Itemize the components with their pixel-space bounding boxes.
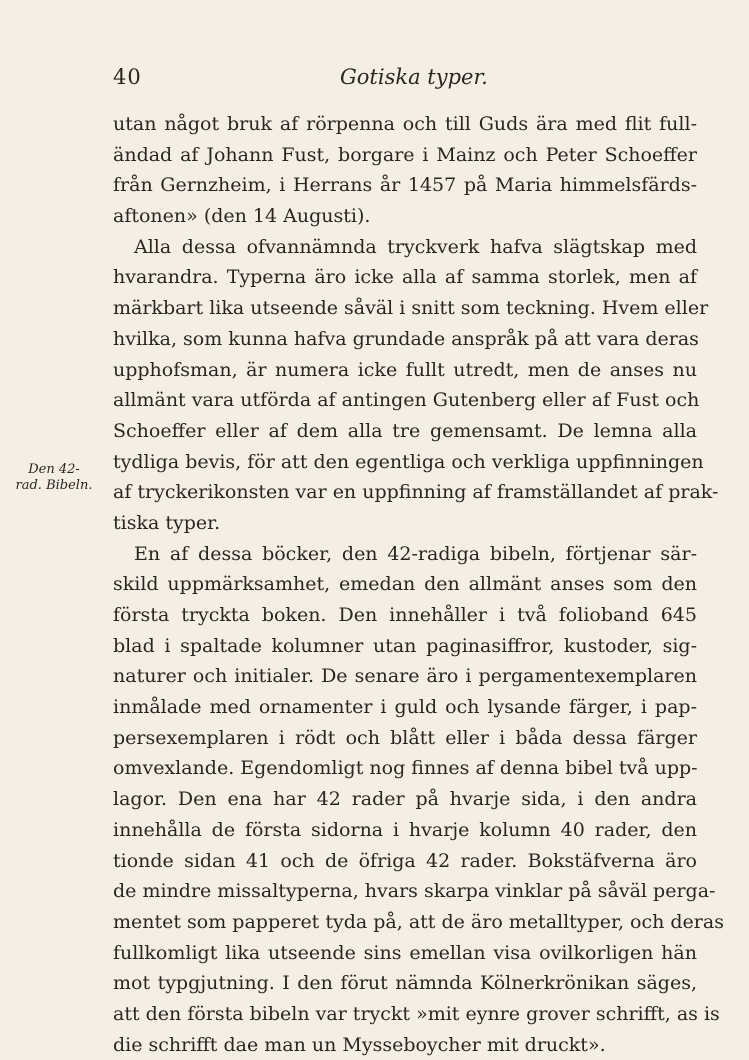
text-line: die schrifft dae man un Mysseboycher mit druckt». bbox=[113, 1033, 606, 1056]
text-line: persexemplaren i rödt och blått eller i båda dessa färger bbox=[113, 726, 697, 749]
text-line: innehålla de första sidorna i hvarje kolumn 40 rader, den bbox=[113, 818, 697, 841]
text-line: fullkomligt lika utseende sins emellan visa ovilkorligen hän bbox=[113, 941, 697, 964]
text-line: En af dessa böcker, den 42-radiga bibeln, förtjenar sär- bbox=[134, 542, 697, 565]
page-number: 40 bbox=[113, 65, 142, 89]
text-line: hvarandra. Typerna äro icke alla af samma storlek, men af bbox=[113, 266, 697, 289]
text-line: omvexlande. Egendomligt nog finnes af denna bibel två upp- bbox=[113, 757, 698, 780]
text-line: första tryckta boken. Den innehåller i två folioband 645 bbox=[113, 604, 697, 626]
margin-note-line: Den 42- bbox=[28, 462, 80, 477]
text-line: att den första bibeln var tryckt »mit eynre grover schrifft, as is bbox=[113, 1002, 720, 1025]
text-line: blad i spaltade kolumner utan paginasiffror, kustoder, sig- bbox=[113, 634, 697, 657]
text-line: de mindre missaltyperna, hvars skarpa vinklar på såväl perga- bbox=[113, 880, 716, 903]
text-line: skild uppmärksamhet, emedan den allmänt anses som den bbox=[113, 573, 697, 596]
text-line: ändad af Johann Fust, borgare i Mainz och Peter Schoeffer bbox=[113, 143, 697, 166]
text-line: från Gernzheim, i Herrans år 1457 på Maria himmelsfärds- bbox=[113, 174, 697, 197]
running-title: Gotiska typer. bbox=[340, 65, 488, 89]
text-line: af tryckerikonsten var en uppfinning af framställandet af prak- bbox=[113, 481, 719, 504]
text-line: tydliga bevis, för att den egentliga och verkliga uppfinningen bbox=[113, 450, 704, 473]
text-line: aftonen» (den 14 Augusti). bbox=[113, 205, 371, 228]
body-text bbox=[113, 109, 724, 1060]
text-line: utan något bruk af rörpenna och till Guds ära med flit full- bbox=[113, 113, 697, 135]
text-line: Schoeffer eller af dem alla tre gemensamt. De lemna alla bbox=[113, 419, 697, 442]
text-line: naturer och initialer. De senare äro i pergamentexemplaren bbox=[113, 665, 697, 688]
text-line: mentet som papperet tyda på, att de äro metalltyper, och deras bbox=[113, 910, 724, 933]
text-line: upphofsman, är numera icke fullt utredt, men de anses nu bbox=[113, 358, 697, 381]
text-line: allmänt vara utförda af antingen Gutenberg eller af Fust och bbox=[113, 389, 700, 412]
text-line: Alla dessa ofvannämnda tryckverk hafva slägtskap med bbox=[134, 235, 697, 258]
text-line: lagor. Den ena har 42 rader på hvarje sida, i den andra bbox=[113, 788, 697, 811]
text-line: mot typgjutning. I den förut nämnda Kölnerkrönikan säges, bbox=[113, 972, 697, 995]
text-line: tiska typer. bbox=[113, 511, 221, 534]
margin-note-line: rad. Bibeln. bbox=[15, 478, 93, 493]
text-line: märkbart lika utseende såväl i snitt som teckning. Hvem eller bbox=[113, 297, 709, 320]
text-line: hvilka, som kunna hafva grundade anspråk på att vara deras bbox=[113, 327, 699, 350]
margin-note bbox=[8, 462, 100, 494]
text-line: inmålade med ornamenter i guld och lysande färger, i pap- bbox=[113, 696, 697, 719]
text-line: tionde sidan 41 och de öfriga 42 rader. Bokstäfverna äro bbox=[113, 849, 697, 872]
